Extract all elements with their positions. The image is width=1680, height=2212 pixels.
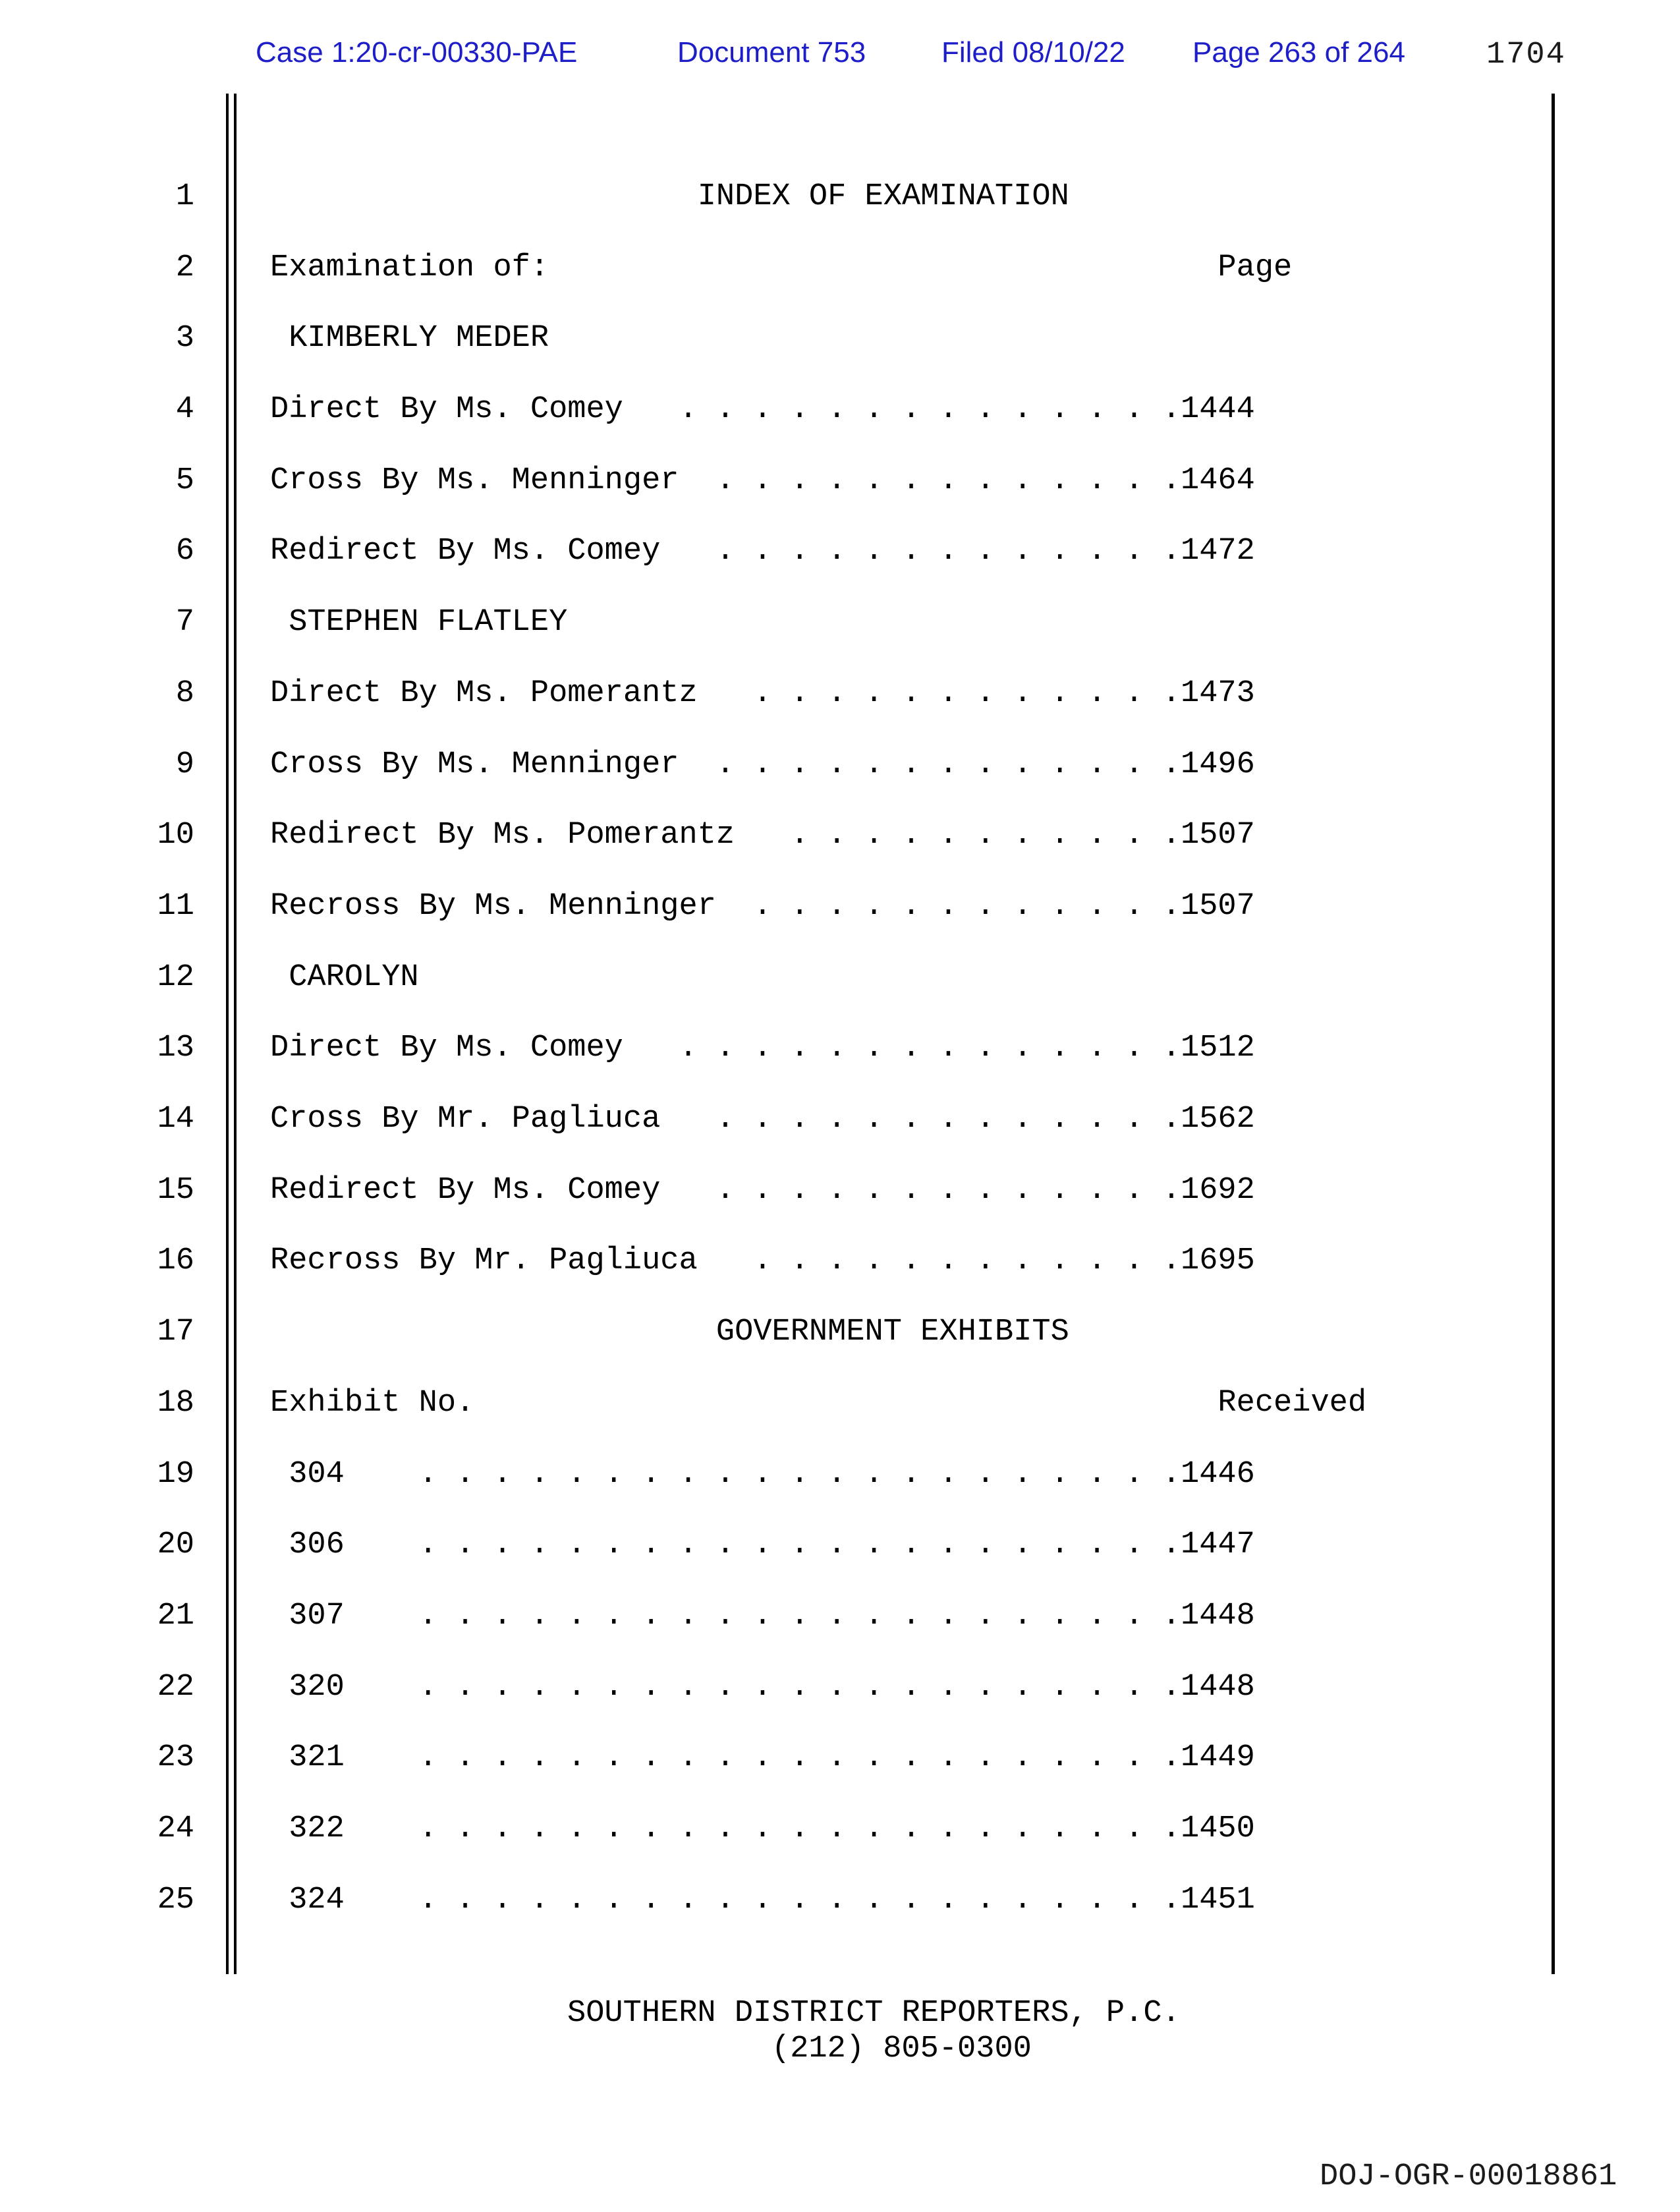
line-text: Recross By Mr. Pagliuca . . . . . . . . . . . .1695: [270, 1243, 1255, 1278]
line-text: Direct By Ms. Comey . . . . . . . . . . . . . .1444: [270, 392, 1255, 427]
transcript-line: [0, 1459, 1680, 1498]
folio-number: 1704: [1486, 38, 1566, 72]
transcript-line: [0, 678, 1680, 718]
transcript-line: [0, 394, 1680, 434]
line-text: KIMBERLY MEDER: [270, 321, 549, 356]
transcript-line: [0, 820, 1680, 859]
transcript-line: [0, 1245, 1680, 1285]
line-text: 324 . . . . . . . . . . . . . . . . . . . . .1451: [270, 1883, 1255, 1917]
transcript-line: [0, 962, 1680, 1002]
line-text: 320 . . . . . . . . . . . . . . . . . . . . .1448: [270, 1670, 1255, 1705]
line-text: Recross By Ms. Menninger . . . . . . . . . . . .1507: [270, 889, 1255, 924]
line-text: 307 . . . . . . . . . . . . . . . . . . . . .1448: [270, 1599, 1255, 1633]
line-number: 2: [175, 250, 194, 285]
reporters-name: SOUTHERN DISTRICT REPORTERS, P.C.: [567, 1996, 1181, 2031]
line-text: 322 . . . . . . . . . . . . . . . . . . . . .1450: [270, 1811, 1255, 1846]
transcript-line: [0, 1601, 1680, 1640]
line-number: 15: [157, 1173, 194, 1208]
line-number: 19: [157, 1457, 194, 1492]
transcript-line: [0, 181, 1680, 221]
line-number: 25: [157, 1883, 194, 1917]
transcript-line: [0, 607, 1680, 646]
line-number: 11: [157, 889, 194, 924]
transcript-line: [0, 1033, 1680, 1072]
line-number: 12: [157, 960, 194, 995]
transcript-line: [0, 1529, 1680, 1569]
line-number: 8: [175, 676, 194, 711]
line-number: 4: [175, 392, 194, 427]
line-text: INDEX OF EXAMINATION: [270, 179, 1069, 214]
transcript-line: [0, 1388, 1680, 1427]
transcript-line: [0, 465, 1680, 505]
line-text: Cross By Mr. Pagliuca . . . . . . . . . . . . .1562: [270, 1102, 1255, 1137]
line-text: STEPHEN FLATLEY: [270, 605, 568, 640]
line-text: Examination of: Page: [270, 250, 1293, 285]
line-number: 22: [157, 1670, 194, 1705]
line-number: 20: [157, 1527, 194, 1562]
line-text: 304 . . . . . . . . . . . . . . . . . . . . .1446: [270, 1457, 1255, 1492]
line-number: 13: [157, 1031, 194, 1065]
line-text: Direct By Ms. Comey . . . . . . . . . . . . . .1512: [270, 1031, 1255, 1065]
line-number: 16: [157, 1243, 194, 1278]
line-number: 3: [175, 321, 194, 356]
header-case-number: Case 1:20-cr-00330-PAE: [256, 36, 578, 69]
line-text: CAROLYN: [270, 960, 419, 995]
line-text: GOVERNMENT EXHIBITS: [270, 1315, 1069, 1349]
transcript-line: [0, 1175, 1680, 1214]
transcript-line: [0, 1317, 1680, 1356]
bates-number: DOJ-OGR-00018861: [1320, 2159, 1617, 2194]
line-text: Exhibit No. Received: [270, 1386, 1367, 1421]
line-number: 9: [175, 747, 194, 782]
transcript-line: [0, 1672, 1680, 1711]
line-text: 306 . . . . . . . . . . . . . . . . . . . . .1447: [270, 1527, 1255, 1562]
transcript-line: [0, 252, 1680, 292]
transcript-line: [0, 1104, 1680, 1143]
transcript-line: [0, 1742, 1680, 1782]
line-number: 10: [157, 818, 194, 853]
line-number: 6: [175, 534, 194, 569]
line-number: 7: [175, 605, 194, 640]
line-text: Redirect By Ms. Comey . . . . . . . . . . . . .1692: [270, 1173, 1255, 1208]
header-filed-date: Filed 08/10/22: [941, 36, 1125, 69]
line-number: 17: [157, 1315, 194, 1349]
line-number: 24: [157, 1811, 194, 1846]
transcript-line: [0, 891, 1680, 930]
line-number: 1: [175, 179, 194, 214]
line-text: Direct By Ms. Pomerantz . . . . . . . . . . . .1473: [270, 676, 1255, 711]
transcript-line: [0, 749, 1680, 789]
line-text: 321 . . . . . . . . . . . . . . . . . . . . .1449: [270, 1740, 1255, 1775]
transcript-line: [0, 323, 1680, 362]
header-document-number: Document 753: [677, 36, 866, 69]
transcript-line: [0, 536, 1680, 575]
line-text: Redirect By Ms. Pomerantz . . . . . . . . . . .1507: [270, 818, 1255, 853]
header-page-number: Page 263 of 264: [1192, 36, 1405, 69]
line-number: 5: [175, 463, 194, 498]
line-number: 21: [157, 1599, 194, 1633]
line-text: Cross By Ms. Menninger . . . . . . . . . . . . .1496: [270, 747, 1255, 782]
line-text: Redirect By Ms. Comey . . . . . . . . . . . . .1472: [270, 534, 1255, 569]
line-number: 18: [157, 1386, 194, 1421]
line-number: 14: [157, 1102, 194, 1137]
line-number: 23: [157, 1740, 194, 1775]
transcript-line: [0, 1813, 1680, 1853]
reporters-phone: (212) 805-0300: [771, 2031, 1032, 2066]
line-text: Cross By Ms. Menninger . . . . . . . . . . . . .1464: [270, 463, 1255, 498]
transcript-line: [0, 1885, 1680, 1924]
